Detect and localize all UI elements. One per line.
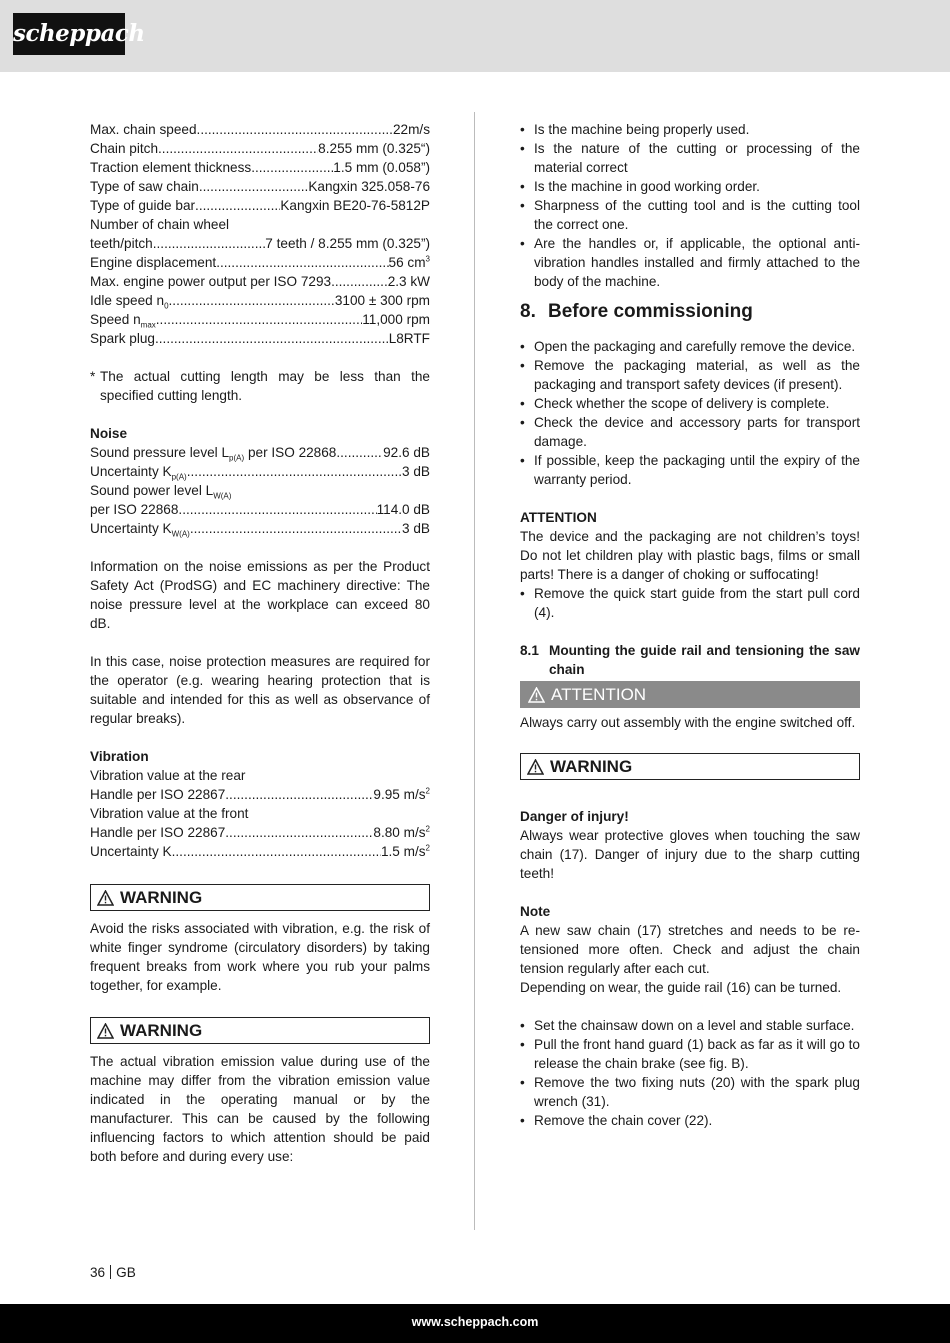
scheppach-logo: scheppach	[13, 13, 125, 55]
attention-box-label: ATTENTION	[551, 685, 647, 704]
warning-triangle-icon	[97, 890, 114, 906]
note-heading: Note	[520, 904, 551, 919]
website-link[interactable]: www.scheppach.com	[411, 1315, 539, 1329]
spec-row: Speed $n_{max}$ ..... 11,000 rpm	[90, 310, 430, 329]
footer-band	[0, 1304, 950, 1343]
left-column	[90, 120, 430, 1166]
noise-heading: Noise	[90, 426, 128, 441]
spec-list-2	[90, 234, 430, 348]
bullet-item: • Check whether the scope of delivery is complete.	[520, 394, 860, 413]
bullet-item: • Remove the two fixing nuts (20) with the spark plug wrench (31).	[520, 1073, 860, 1111]
bullet-item: • Is the machine in good working order.	[520, 177, 860, 196]
spec-row: Uncertainty $K_{W(A)}$ ..... 3 dB	[90, 519, 430, 538]
footnote	[90, 367, 430, 405]
warning-triangle-icon	[528, 687, 545, 703]
bullet-list-1	[520, 120, 860, 291]
attention-box	[520, 681, 860, 708]
spec-row: teeth/pitch ..... 7 teeth / 8.255 mm (0.325”)	[90, 234, 430, 253]
spec-row: Spark plug ..... L8RTF	[90, 329, 430, 348]
attention-heading: ATTENTION	[520, 510, 597, 525]
page-number: 36 GB	[90, 1265, 136, 1280]
right-column	[520, 120, 860, 1130]
bullet-item: • Pull the front hand guard (1) back as far as it will go to release the chain brake (see fig. B).	[520, 1035, 860, 1073]
warning-triangle-icon	[97, 1023, 114, 1039]
bullet-item: • Is the nature of the cutting or processing of the material correct	[520, 139, 860, 177]
note-text: A new saw chain (17) stretches and needs to be re-tensioned more often. Check and adjust the chain tension regularly after each cut.	[520, 923, 860, 976]
noise-measures: In this case, noise protection measures are required for the operator (e.g. wearing hearing protection that is suitable and intended for this as well as observance of regular breaks).	[90, 654, 430, 726]
spec-row: per ISO 22868 ..... 114.0 dB	[90, 500, 430, 519]
column-divider	[474, 112, 475, 1230]
spec-list	[90, 120, 430, 215]
bullet-list-3	[520, 584, 860, 622]
noise-info: Information on the noise emissions as per the Product Safety Act (ProdSG) and EC machinery directive: The noise pressure level at the workplace can exceed 80 dB.	[90, 559, 430, 631]
bullet-item: • Remove the packaging material, as well as the packaging and transport safety devices (if present).	[520, 356, 860, 394]
spec-row: Uncertainty $K_{p(A)}$ ..... 3 dB	[90, 462, 430, 481]
spec-row: Type of saw chain ..... Kangxin 325.058-76	[90, 177, 430, 196]
warning-box-2	[90, 1017, 430, 1044]
spec-row: Idle speed $n_0$ ..... 3100 ± 300 rpm	[90, 291, 430, 310]
bullet-list-4	[520, 1016, 860, 1130]
subsection-title: 8.1 Mounting the guide rail and tensioning the saw chain	[520, 643, 860, 677]
warning-triangle-icon	[527, 759, 544, 775]
warning-box-3	[520, 753, 860, 780]
spec-row: Engine displacement ..... 56 $cm^3$	[90, 253, 430, 272]
warning-1-label: WARNING	[120, 887, 203, 907]
spec-row: Chain pitch ..... 8.255 mm (0.325“)	[90, 139, 430, 158]
spec-row: Type of guide bar ..... Kangxin BE20-76-5812P	[90, 196, 430, 215]
spec-row: Max. chain speed ..... 22m/s	[90, 120, 430, 139]
spec-row: Max. engine power output per ISO 7293 ..... 2.3 kW	[90, 272, 430, 291]
warning-2-label: WARNING	[120, 1020, 203, 1040]
section-title: 8. Before commissioning	[520, 301, 753, 322]
footnote-mark: *	[90, 369, 96, 384]
warning-3-label: WARNING	[550, 756, 633, 776]
attention-text: The device and the packaging are not children’s toys! Do not let children play with plastic bags, films or small parts! There is a danger of choking or suffocating!	[520, 529, 860, 582]
warning-box-1	[90, 884, 430, 911]
danger-heading: Danger of injury!	[520, 809, 629, 824]
noise-list-2	[90, 500, 430, 538]
vib-uncertainty-spec: Uncertainty K ..... 1.5 $m/s^2$	[90, 842, 430, 861]
note-text-2: Depending on wear, the guide rail (16) can be turned.	[520, 980, 842, 995]
chain-wheel-label: Number of chain wheel	[90, 217, 230, 232]
warning-1-text: Avoid the risks associated with vibration, e.g. the risk of white finger syndrome (circulatory disorders) by taking frequent breaks from work where you rub your palms together, for example.	[90, 921, 430, 993]
vib-rear-spec: Handle per ISO 22867 ..... 9.95 $m/s^2$	[90, 785, 430, 804]
footnote-text: The actual cutting length may be less than the specified cutting length.	[100, 369, 430, 403]
danger-text: Always wear protective gloves when touching the saw chain (17). Danger of injury due to the sharp cutting teeth!	[520, 828, 860, 881]
warning-2-text: The actual vibration emission value during use of the machine may differ from the vibration emission value indicated in the operating manual or by the manufacturer. This can be caused by the following influencing factors to which attention should be paid both before and during every use:	[90, 1054, 430, 1164]
vib-front-label: Vibration value at the front	[90, 806, 249, 821]
bullet-item: • Set the chainsaw down on a level and stable surface.	[520, 1016, 860, 1035]
header-band	[0, 0, 950, 72]
bullet-item: • Sharpness of the cutting tool and is the cutting tool the correct one.	[520, 196, 860, 234]
vibration-heading: Vibration	[90, 749, 149, 764]
bullet-item: • Check the device and accessory parts for transport damage.	[520, 413, 860, 451]
spec-row: Traction element thickness ..... 1.5 mm (0.058”)	[90, 158, 430, 177]
noise-list	[90, 443, 430, 481]
spec-row: Sound pressure level $L_{p(A)}$ per ISO 22868 ..... 92.6 dB	[90, 443, 430, 462]
vib-rear-label: Vibration value at the rear	[90, 768, 246, 783]
bullet-item: • Remove the quick start guide from the start pull cord (4).	[520, 584, 860, 622]
bullet-item: • Are the handles or, if applicable, the optional anti-vibration handles installed and firmly attached to the body of the machine.	[520, 234, 860, 291]
vib-front-spec: Handle per ISO 22867 ..... 8.80 $m/s^2$	[90, 823, 430, 842]
bullet-item: • Is the machine being properly used.	[520, 120, 860, 139]
bullet-item: • Remove the chain cover (22).	[520, 1111, 860, 1130]
bullet-item: • Open the packaging and carefully remove the device.	[520, 337, 860, 356]
bullet-list-2	[520, 337, 860, 489]
sound-power-label: Sound power level $L_{W(A)}$	[90, 483, 232, 501]
attention-box-text: Always carry out assembly with the engine switched off.	[520, 715, 856, 730]
bullet-item: • If possible, keep the packaging until the expiry of the warranty period.	[520, 451, 860, 489]
